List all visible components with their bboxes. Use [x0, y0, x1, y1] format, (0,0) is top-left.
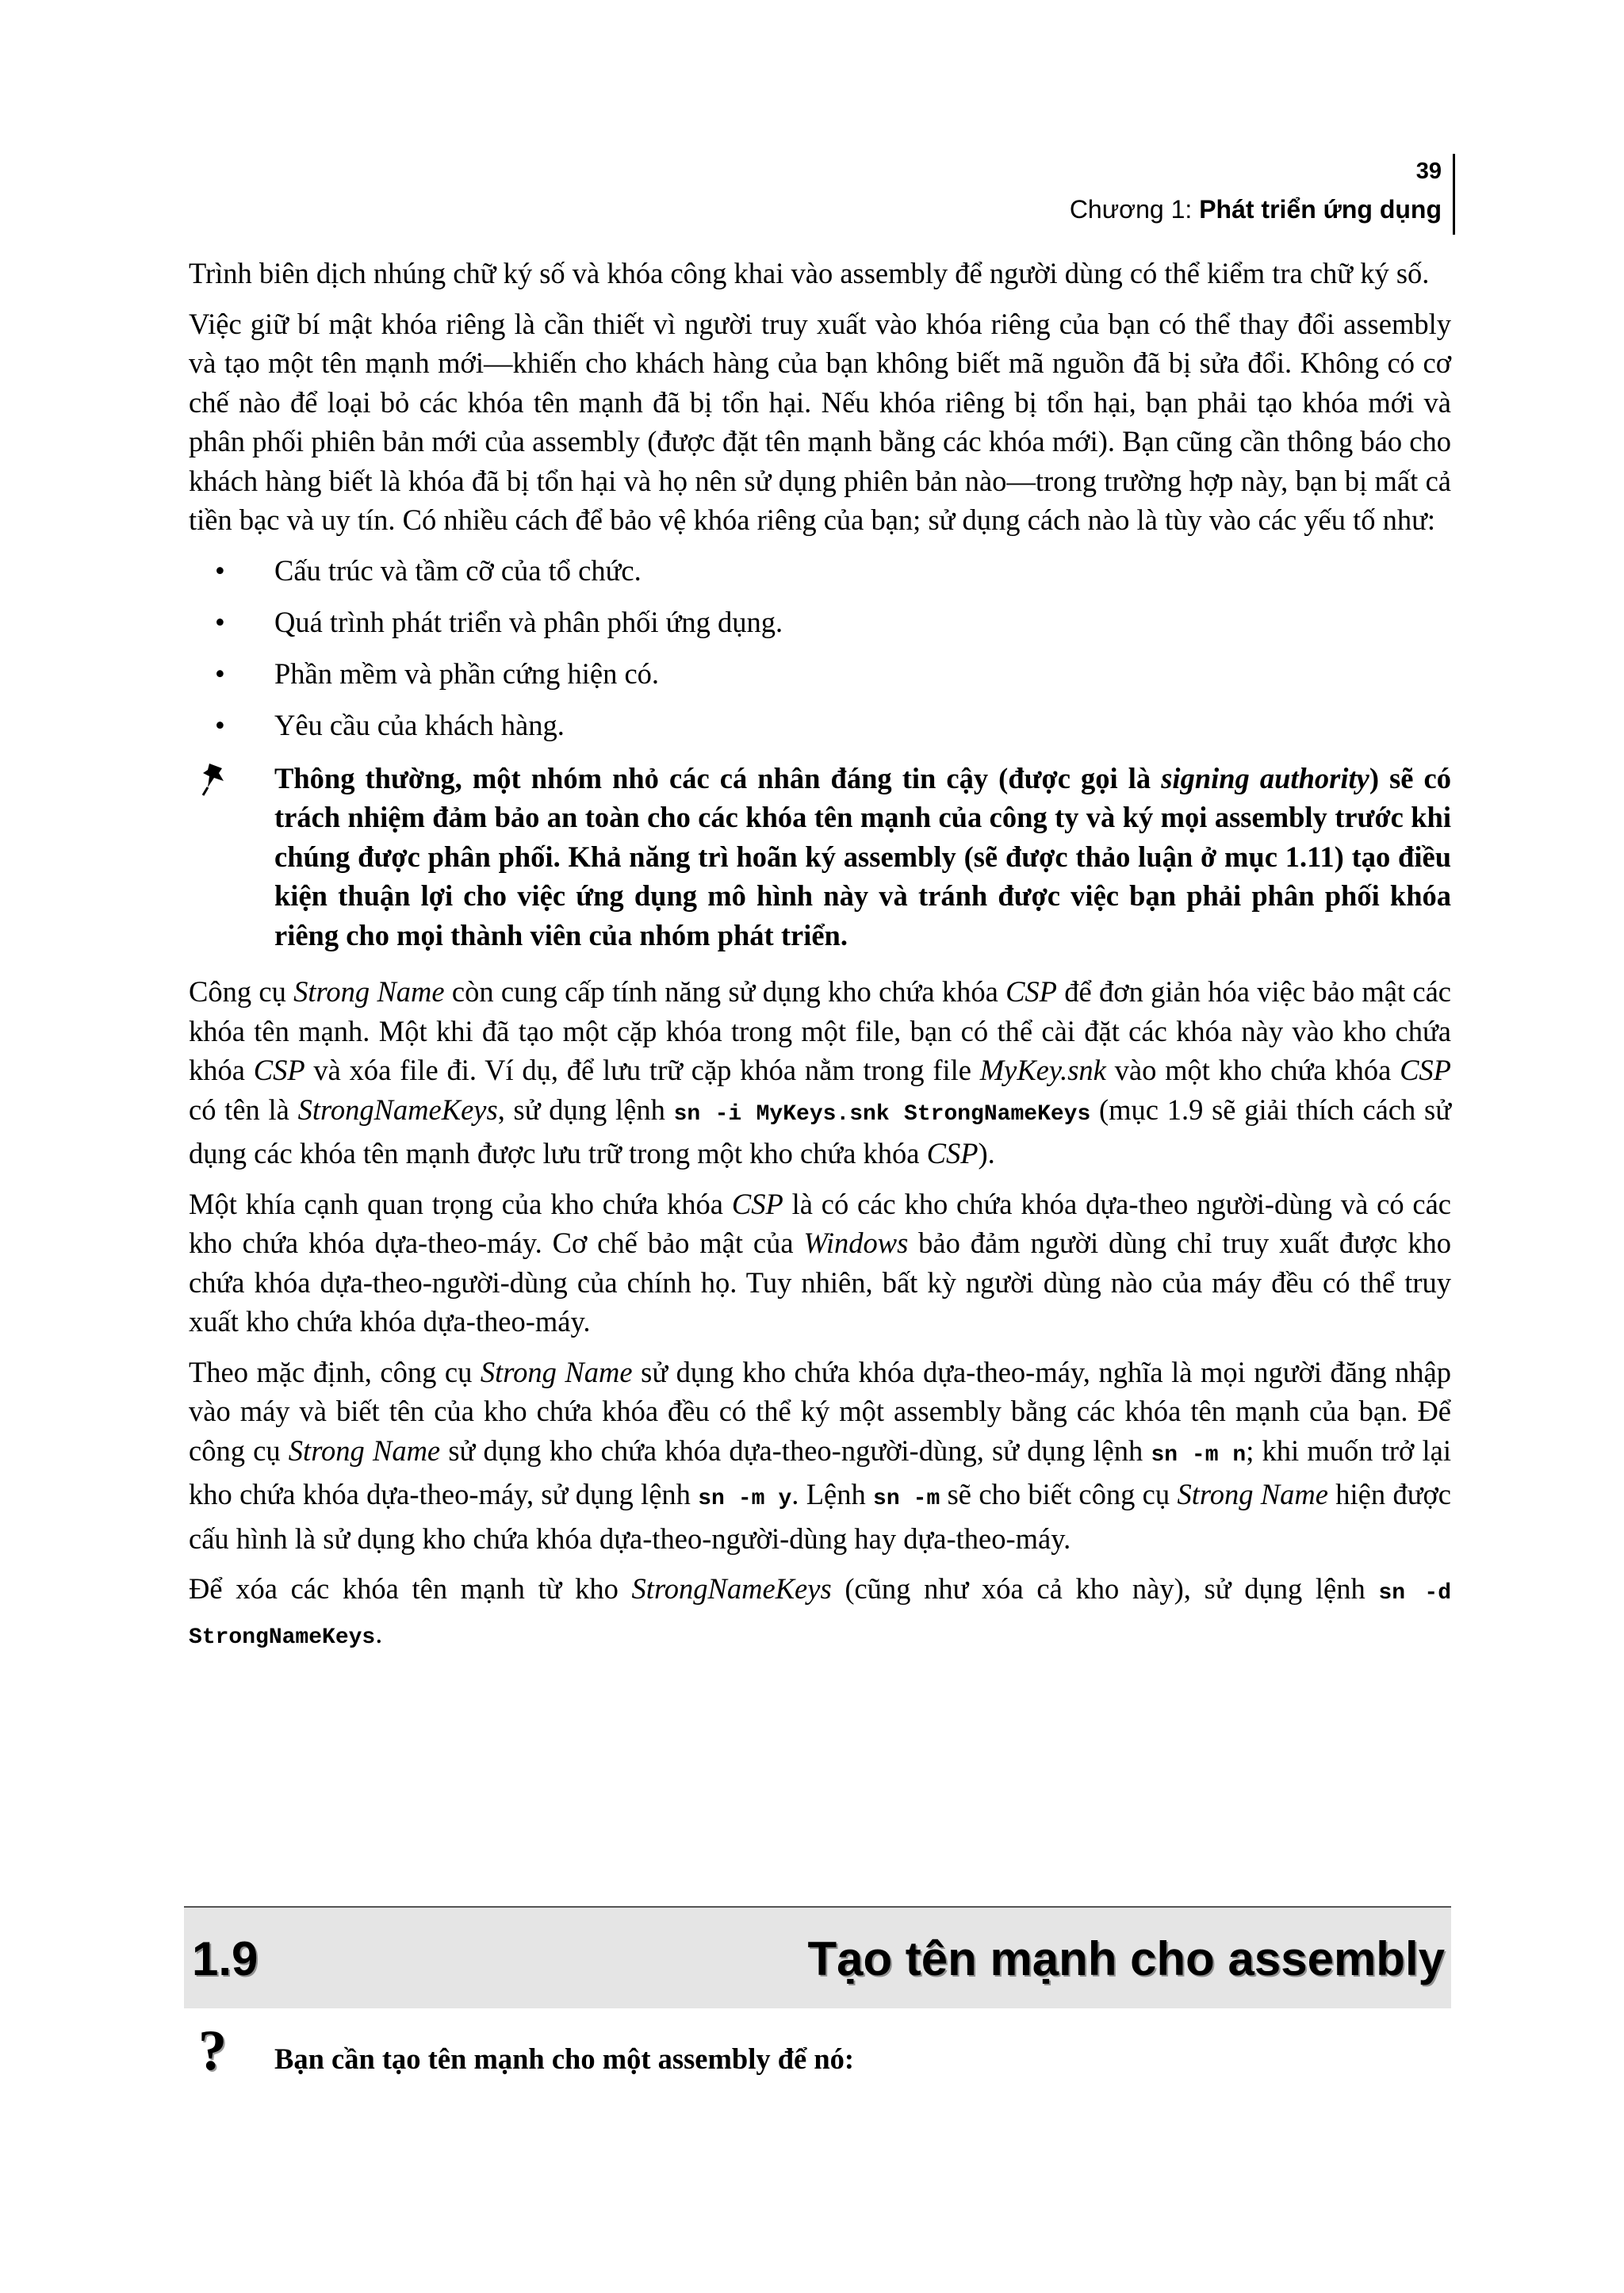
note-italic-term: signing authority [1161, 761, 1369, 794]
section-title: Tạo tên mạnh cho assembly [807, 1932, 1445, 1985]
paragraph-1: Trình biên dịch nhúng chữ ký số và khóa công khai vào assembly để người dùng có thể kiểm tra chữ ký số. [189, 257, 1430, 289]
code-command: sn -m n [1151, 1442, 1247, 1468]
text-run: ). [978, 1137, 995, 1169]
list-item [189, 603, 1451, 641]
list-item [189, 654, 1451, 693]
italic-term: CSP [731, 1187, 783, 1220]
italic-term: Strong Name [293, 975, 445, 1008]
factor-list [189, 551, 1451, 745]
list-item [189, 706, 1451, 745]
paragraph-4 [189, 1185, 1451, 1342]
italic-term: CSP [1005, 975, 1057, 1008]
section-number: 1.9 [192, 1932, 259, 1985]
running-header [1070, 195, 1442, 224]
text-run: còn cung cấp tính năng sử dụng kho chứa khóa [444, 975, 1006, 1008]
bullet-symbol: • [215, 605, 225, 638]
question-text: Bạn cần tạo tên mạnh cho một assembly để nó: [274, 2042, 855, 2075]
text-run: . [375, 1616, 383, 1649]
text-run: sử dụng kho chứa khóa dựa-theo-máy, nghĩa là mọi người đăng nhập vào máy và biết tên của kho chứa khóa đều có thể ký một assembly bằng các khóa tên mạnh của bạn. Để công cụ [189, 1355, 1451, 1467]
bullet-symbol: • [215, 708, 225, 741]
section-heading [184, 1906, 1451, 2008]
text-run: sử dụng kho chứa khóa dựa-theo-người-dùng, sử dụng lệnh [440, 1434, 1151, 1467]
code-command: sn -i MyKeys.snk StrongNameKeys [673, 1101, 1091, 1127]
italic-term: StrongNameKeys [631, 1572, 832, 1605]
italic-term: Windows [803, 1227, 909, 1259]
text-run: Theo mặc định, công cụ [189, 1355, 481, 1388]
text-run: . Lệnh [791, 1478, 874, 1510]
text-run: vào một kho chứa khóa [1105, 1054, 1400, 1086]
text-run: có tên là [189, 1093, 298, 1126]
text-run: Công cụ [189, 975, 294, 1008]
italic-term: Strong Name [480, 1355, 633, 1388]
italic-term: Strong Name [1177, 1478, 1328, 1510]
italic-term: CSP [1400, 1054, 1451, 1086]
main-content [189, 254, 1451, 1668]
bullet-symbol: • [215, 553, 225, 587]
paragraph-5 [189, 1353, 1451, 1559]
code-command: sn -d StrongNameKeys [189, 1581, 1451, 1650]
italic-term: StrongNameKeys [297, 1093, 498, 1126]
note-text-1: Thông thường, một nhóm nhỏ các cá nhân đáng tin cậy (được gọi là [274, 761, 1162, 794]
list-item-text: Quá trình phát triển và phân phối ứng dụng. [274, 605, 783, 638]
text-run: bảo đảm người dùng chỉ truy xuất được kho chứa khóa dựa-theo-người-dùng của chính họ. Tuy nhiên, bất kỳ người dùng nào của máy đều có thể truy xuất kho chứa khóa dựa-theo-máy. [189, 1227, 1451, 1338]
text-run: hiện được cấu hình là sử dụng kho chứa khóa dựa-theo-người-dùng hay dựa-theo-máy. [189, 1478, 1451, 1555]
chapter-prefix: Chương 1: [1069, 195, 1200, 224]
text-run: là có các kho chứa khóa dựa-theo người-dùng và có các kho chứa khóa dựa-theo-máy. Cơ chế bảo mật của [189, 1187, 1452, 1259]
paragraph-6 [189, 1569, 1451, 1657]
text-run: Một khía cạnh quan trọng của kho chứa khóa [189, 1187, 732, 1220]
page-number: 39 [1415, 159, 1442, 184]
list-item-text: Cấu trúc và tầm cỡ của tổ chức. [274, 553, 642, 587]
text-run: ; khi muốn trở lại kho chứa khóa dựa-theo-máy, sử dụng lệnh [189, 1434, 1451, 1510]
text-run: và xóa file đi. Ví dụ, để lưu trữ cặp khóa nằm trong file [304, 1054, 980, 1086]
list-item-text: Phần mềm và phần cứng hiện có. [274, 657, 660, 690]
code-command: sn -m [873, 1487, 940, 1511]
text-run: để đơn giản hóa việc bảo mật các khóa tên mạnh. Một khi đã tạo một cặp khóa trong một file, bạn có thể cài đặt các khóa này vào kho chứa khóa [189, 975, 1452, 1086]
text-run: sẽ cho biết công cụ [940, 1478, 1178, 1510]
italic-term: CSP [926, 1137, 979, 1169]
text-run: Để xóa các khóa tên mạnh từ kho [189, 1572, 632, 1605]
bullet-symbol: • [215, 657, 225, 690]
question-mark-icon: ? [198, 2019, 227, 2082]
list-item [189, 551, 1451, 590]
question-block [189, 2019, 1451, 2082]
italic-term: CSP [253, 1054, 305, 1086]
text-run: , sử dụng lệnh [497, 1093, 674, 1126]
text-run: (cũng như xóa cả kho này), sử dụng lệnh [831, 1572, 1379, 1605]
list-item-text: Yêu cầu của khách hàng. [274, 708, 565, 741]
note-text-2: ) sẽ có trách nhiệm đảm bảo an toàn cho các khóa tên mạnh của công ty và ký mọi assembly trước khi chúng được phân phối. Khả năng trì hoãn ký assembly (sẽ được thảo luận ở mục 1.11) tạo điều kiện thuận lợi cho việc ứng dụng mô hình này và tránh được việc bạn phải phân phối khóa riêng cho mọi thành viên của nhóm phát triển. [274, 761, 1452, 951]
pushpin-icon [200, 760, 232, 797]
note-block [189, 759, 1451, 955]
text-run: (mục 1.9 sẽ giải thích cách sử dụng các khóa tên mạnh được lưu trữ trong một kho chứa khóa [189, 1093, 1451, 1169]
paragraph-2: Việc giữ bí mật khóa riêng là cần thiết vì người truy xuất vào khóa riêng của bạn có thể thay đổi assembly và tạo một tên mạnh mới—khiến cho khách hàng của bạn không biết mã nguồn đã bị sửa đổi. Không có cơ chế nào để loại bỏ các khóa tên mạnh đã bị tổn hại. Nếu khóa riêng bị tổn hại, bạn phải tạo khóa mới và phân phối phiên bản mới của assembly (được đặt tên mạnh bằng các khóa mới). Bạn cũng cần thông báo cho khách hàng biết là khóa đã bị tổn hại và họ nên sử dụng phiên bản nào—trong trường hợp này, bạn bị mất cả tiền bạc và uy tín. Có nhiều cách để bảo vệ khóa riêng của bạn; sử dụng cách nào là tùy vào các yếu tố như: [189, 307, 1451, 536]
code-command: sn -m y [698, 1487, 792, 1511]
italic-term: Strong Name [288, 1434, 441, 1467]
header-rule [1453, 154, 1455, 235]
italic-term: MyKey.snk [979, 1054, 1106, 1086]
chapter-title: Phát triển ứng dụng [1199, 195, 1442, 224]
paragraph-3 [189, 972, 1451, 1173]
